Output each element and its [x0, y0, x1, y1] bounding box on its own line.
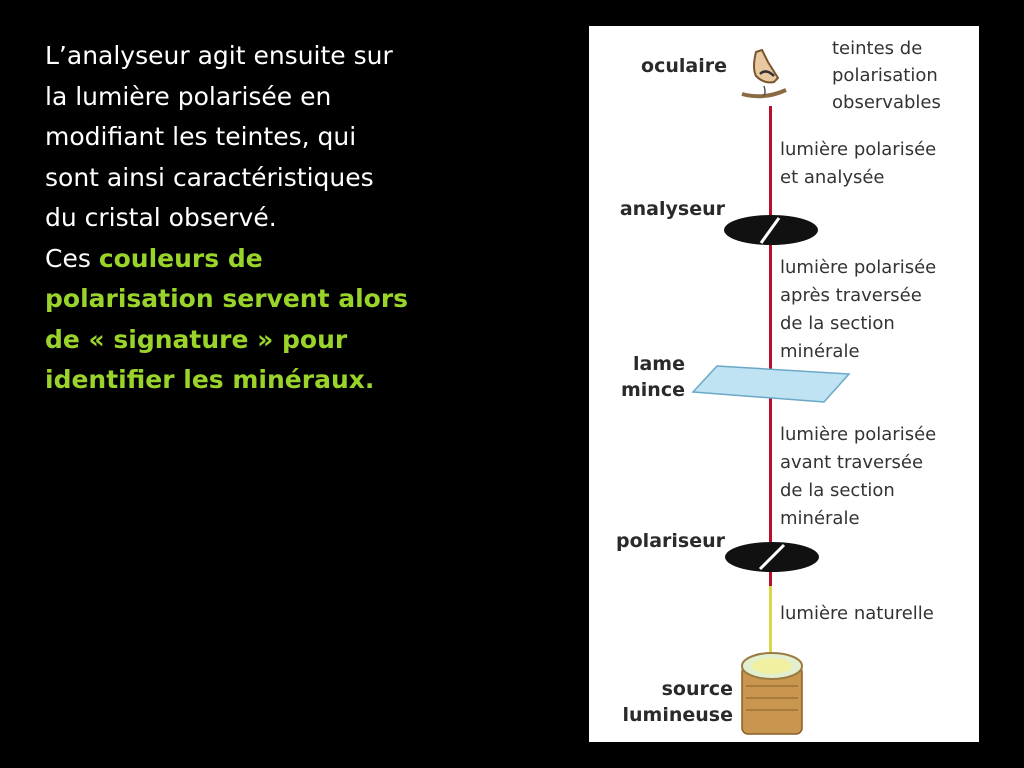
label-source: [623, 676, 733, 728]
text-line: la lumière polarisée en: [45, 81, 332, 111]
text-line: L’analyseur agit ensuite sur: [45, 41, 393, 70]
label-lame-line: mince: [621, 379, 685, 401]
label-line: lumière polarisée: [780, 424, 937, 445]
label-lame: [621, 351, 685, 403]
light-source-icon: [732, 646, 812, 738]
label-line: et analysée: [780, 167, 885, 188]
text-line: modifiant les teintes, qui: [45, 122, 357, 151]
label-polarisee-analysee: [780, 136, 936, 192]
polarizer-disk-icon: [722, 539, 822, 575]
highlight-text: de « signature » pour: [45, 324, 348, 354]
polarized-light-ray: [769, 106, 772, 606]
text-line: [45, 239, 485, 280]
highlight-text: couleurs de: [98, 243, 263, 273]
label-source-line: source: [661, 678, 733, 700]
label-analyseur: analyseur: [619, 198, 725, 220]
explanation-text: [45, 36, 485, 401]
label-line: de la section: [780, 480, 895, 501]
label-line: lumière polarisée: [780, 139, 937, 160]
thin-section-slide-icon: [689, 364, 854, 404]
label-line: lumière polarisée: [780, 257, 937, 278]
label-teintes-line: observables: [832, 92, 941, 113]
label-line: de la section: [780, 313, 895, 334]
label-teintes: [832, 35, 941, 116]
label-lame-line: lame: [632, 353, 685, 375]
text-ces: Ces: [45, 243, 99, 273]
label-line: après traversée: [780, 285, 922, 306]
text-line: du cristal observé.: [45, 203, 277, 232]
highlight-text: polarisation servent alors: [45, 284, 409, 313]
label-source-line: lumineuse: [622, 704, 733, 726]
label-apres: [780, 254, 936, 366]
eye-icon: [734, 46, 794, 106]
label-teintes-line: teintes de: [832, 38, 923, 59]
label-teintes-line: polarisation: [832, 65, 938, 86]
label-line: avant traversée: [780, 452, 924, 473]
label-line: minérale: [780, 508, 860, 529]
label-oculaire: oculaire: [641, 55, 727, 77]
label-avant: [780, 421, 936, 533]
highlight-text: identifier les minéraux.: [45, 365, 375, 394]
analyser-disk-icon: [721, 212, 821, 248]
label-line: minérale: [780, 341, 860, 362]
microscope-diagram: [589, 26, 979, 742]
label-polariseur: polariseur: [616, 530, 725, 552]
label-naturelle: lumière naturelle: [780, 603, 934, 624]
text-line: sont ainsi caractéristiques: [45, 162, 374, 192]
